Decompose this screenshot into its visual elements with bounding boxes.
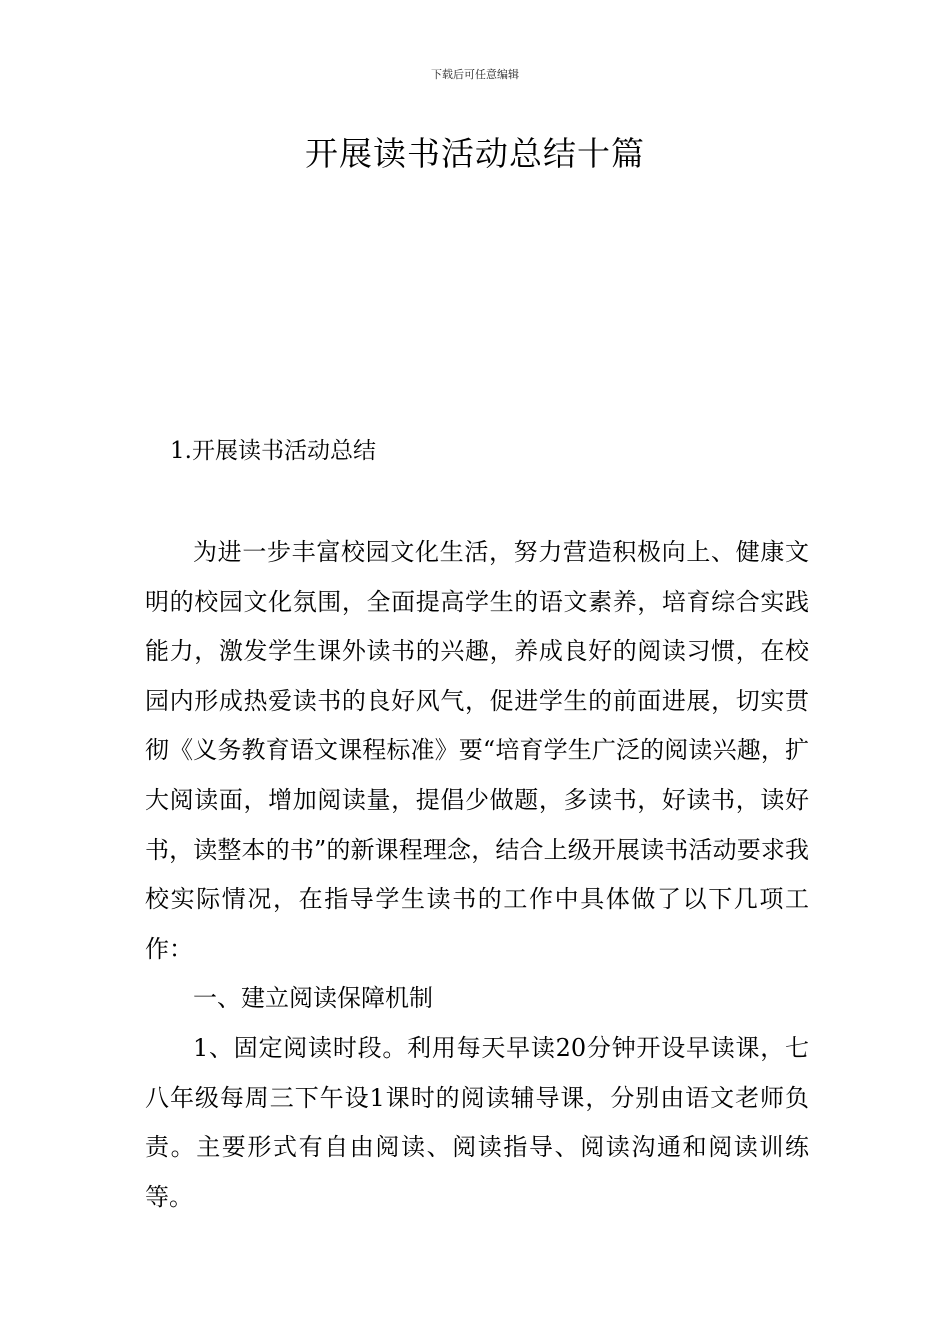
paragraph-intro: 为进一步丰富校园文化生活，努力营造积极向上、健康文明的校园文化氛围，全面提高学生的语文素养，培育综合实践能力，激发学生课外读书的兴趣，养成良好的阅读习惯，在校园内形成热爱读书的良好风气，促进学生的前面进展，切实贯彻《义务教育语文课程标准》要“培育学生广泛的阅读兴趣，扩大阅读面，增加阅读量，提倡少做题，多读书，好读书，读好书，读整本的书”的新课程理念，结合上级开展读书活动要求我校实际情况，在指导学生读书的工作中具体做了以下几项工作： (145, 538, 809, 963)
header-note: 下载后可任意编辑 (431, 68, 519, 81)
section-heading: 1.开展读书活动总结 (170, 438, 376, 464)
document-title: 开展读书活动总结十篇 (305, 134, 645, 173)
body-text (145, 528, 809, 1222)
paragraph-item-1: 1、固定阅读时段。利用每天早读20分钟开设早读课，七八年级每周三下午设1课时的阅读辅导课，分别由语文老师负责。主要形式有自由阅读、阅读指导、阅读沟通和阅读训练等。 (145, 1033, 809, 1211)
paragraph-subheading: 一、建立阅读保障机制 (193, 984, 433, 1013)
